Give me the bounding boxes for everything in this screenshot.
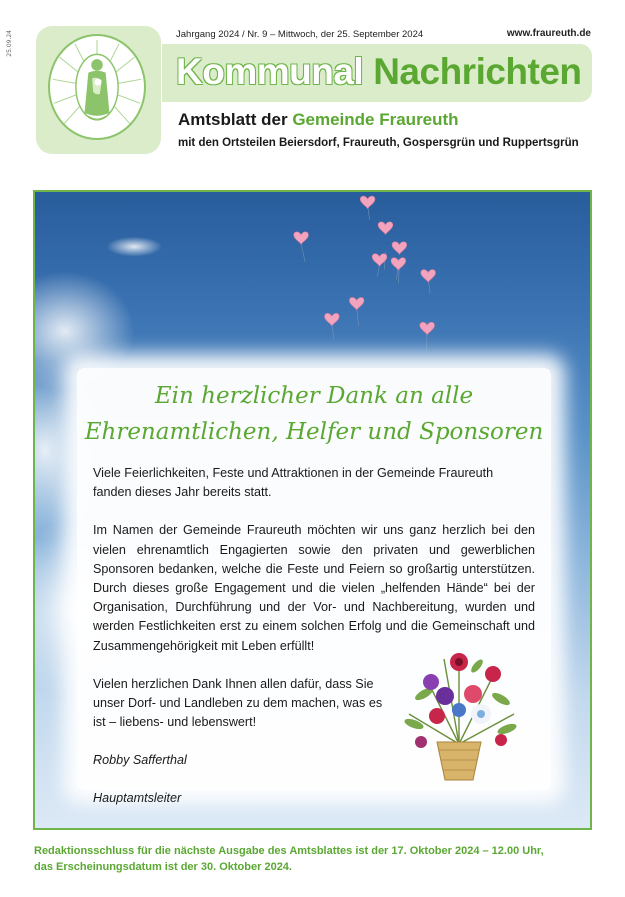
signature-name: Robby Safferthal	[93, 753, 187, 768]
headline-line-1: Ein herzlicher Dank an alle	[154, 383, 474, 409]
masthead-title-part1: Kommunal	[176, 51, 364, 92]
headline-line-2: Ehrenamtlichen, Helfer und Sponsoren	[84, 419, 544, 445]
card-headline	[77, 378, 551, 450]
deadline-line-1: Redaktionsschluss für die nächste Ausgabe des Amtsblattes ist der 17. Oktober 2024 – 12.00 Uhr,	[34, 845, 544, 857]
amtsblatt-name: Gemeinde Fraureuth	[292, 110, 459, 129]
masthead-title	[176, 48, 582, 96]
edition-code: 25.09.24	[6, 30, 13, 57]
paragraph-intro: Viele Feierlichkeiten, Feste und Attraktionen in der Gemeinde Fraureuth fanden dieses Jahr bereits statt.	[93, 466, 494, 500]
paragraph-main: Im Namen der Gemeinde Fraureuth möchten wir uns ganz herzlich bei den vielen ehrenamtlich Engagierten sowie den privaten und gewerblichen Sponsoren bedanken, welche die Feste und Feiern so großartig unterstützen. Durch dieses große Engagement und die vielen „helfenden Hände“ bei der Organisation, Durchführung und der Vor- und Nachbereitung, wurden und werden Festlichkeiten erst zu einem solchen Erfolg und die Gemeinschaft und Zusammengehörigkeit mit Leben erfüllt!	[93, 523, 535, 653]
feature-frame	[33, 190, 592, 830]
deadline-notice	[34, 843, 594, 875]
ortsteile-line: mit den Ortsteilen Beiersdorf, Fraureuth, Gospersgrün und Ruppertsgrün	[178, 137, 579, 149]
paragraph-thanks: Vielen herzlichen Dank Ihnen allen dafür, dass Sie unser Dorf- und Landleben zu dem machen, was es ist – liebens- und lebenswert!	[93, 676, 383, 730]
deadline-line-2: das Erscheinungsdatum ist der 30. Oktober 2024.	[34, 861, 292, 873]
signature-role: Hauptamtsleiter	[93, 791, 182, 806]
masthead-title-part2: Nachrichten	[373, 51, 582, 92]
issue-info: Jahrgang 2024 / Nr. 9 – Mittwoch, der 25. September 2024	[176, 29, 424, 40]
website-link[interactable]: www.fraureuth.de	[506, 28, 591, 39]
municipal-seal-icon	[48, 34, 146, 140]
amtsblatt-prefix: Amtsblatt der	[178, 110, 288, 129]
thank-you-card	[77, 368, 551, 806]
amtsblatt-line	[178, 110, 459, 130]
flower-bouquet-icon	[389, 644, 529, 784]
